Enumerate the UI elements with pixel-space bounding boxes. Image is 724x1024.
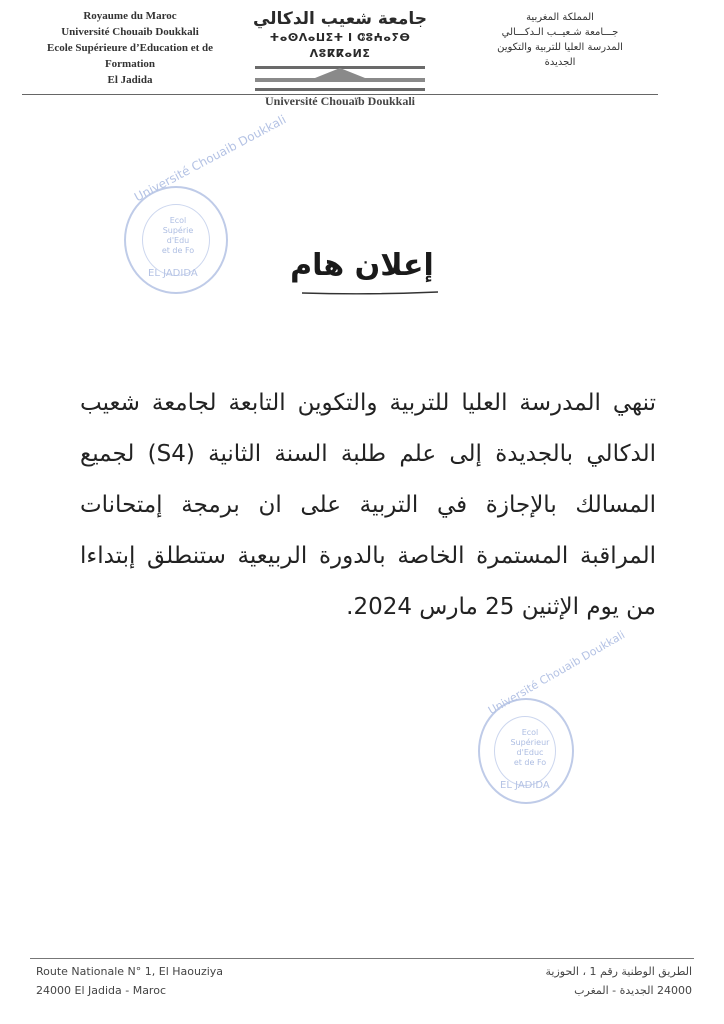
header-divider	[22, 94, 658, 95]
header-line: Formation	[104, 58, 156, 70]
header-line: المملكة المغربية	[526, 12, 594, 23]
logo-tifinagh-name: ⵜⴰⵙⴷⴰⵡⵉⵜ ⵏ ⵛⵓⵄⴰⵢⴱ ⴷⵓⴽⴽⴰⵍⵉ	[269, 31, 411, 60]
header-line: المدرسة العليا للتربية والتكوين	[497, 42, 623, 53]
footer-line: 24000 El Jadida - Maroc	[36, 984, 166, 997]
official-stamp	[124, 112, 289, 294]
footer-line: الطريق الوطنية رقم 1 ، الحوزية	[545, 965, 692, 978]
footer-line: 24000 الجديدة - المغرب	[574, 984, 692, 997]
stamp-inner-text: Ecol Supérieur d'Educ et de Fo	[510, 728, 550, 767]
announcement-body: تنهي المدرسة العليا للتربية والتكوين التابعة لجامعة شعيب الدكالي بالجديدة إلى علم طلبة السنة الثانية (S4) لجميع المسالك بالإجازة في التربية على ان برمجة إمتحانات المراقبة المستمرة الخاصة بالدورة الربيعية ستنطلق إبتداءا من يوم الإثنين 25 مارس 2024.	[80, 390, 656, 620]
header-line: Ecole Supérieure d’Education et de	[46, 42, 213, 54]
logo-latin-name: Université Chouaïb Doukkali	[264, 94, 416, 108]
title-underline	[300, 290, 440, 296]
logo-mountain-icon	[255, 64, 425, 94]
header-line: الجديدة	[544, 57, 576, 68]
header-line: Royaume du Maroc	[83, 10, 177, 22]
footer-address-french	[36, 962, 296, 1000]
logo-arabic-name: جامعة شعيب الدكالي	[252, 9, 428, 29]
stamp-inner-text: Ecol Supérie d'Edu et de Fo	[161, 216, 195, 255]
stamp-ring-bottom: EL JADIDA	[500, 780, 550, 791]
footer-address-arabic	[460, 962, 692, 1000]
announcement-title: إعلان هام	[290, 248, 434, 283]
footer-line: Route Nationale N° 1, El Haouziya	[36, 965, 224, 978]
footer-divider	[30, 958, 694, 959]
university-logo	[250, 8, 430, 108]
header-french-block	[30, 8, 230, 88]
stamp-ring-bottom: EL JADIDA	[148, 268, 198, 279]
official-stamp	[478, 628, 628, 804]
header-line: Université Chouaib Doukkali	[61, 26, 199, 38]
stamp-ring-text: Université Chouaib Doukkali	[132, 112, 289, 205]
header-line: El Jadida	[107, 74, 153, 86]
stamp-ring-text: Université Chouaib Doukkali	[486, 628, 628, 718]
header-arabic-block	[460, 10, 660, 70]
header-line: جـــامعة شـعيــب الـدكـــالي	[501, 27, 619, 38]
